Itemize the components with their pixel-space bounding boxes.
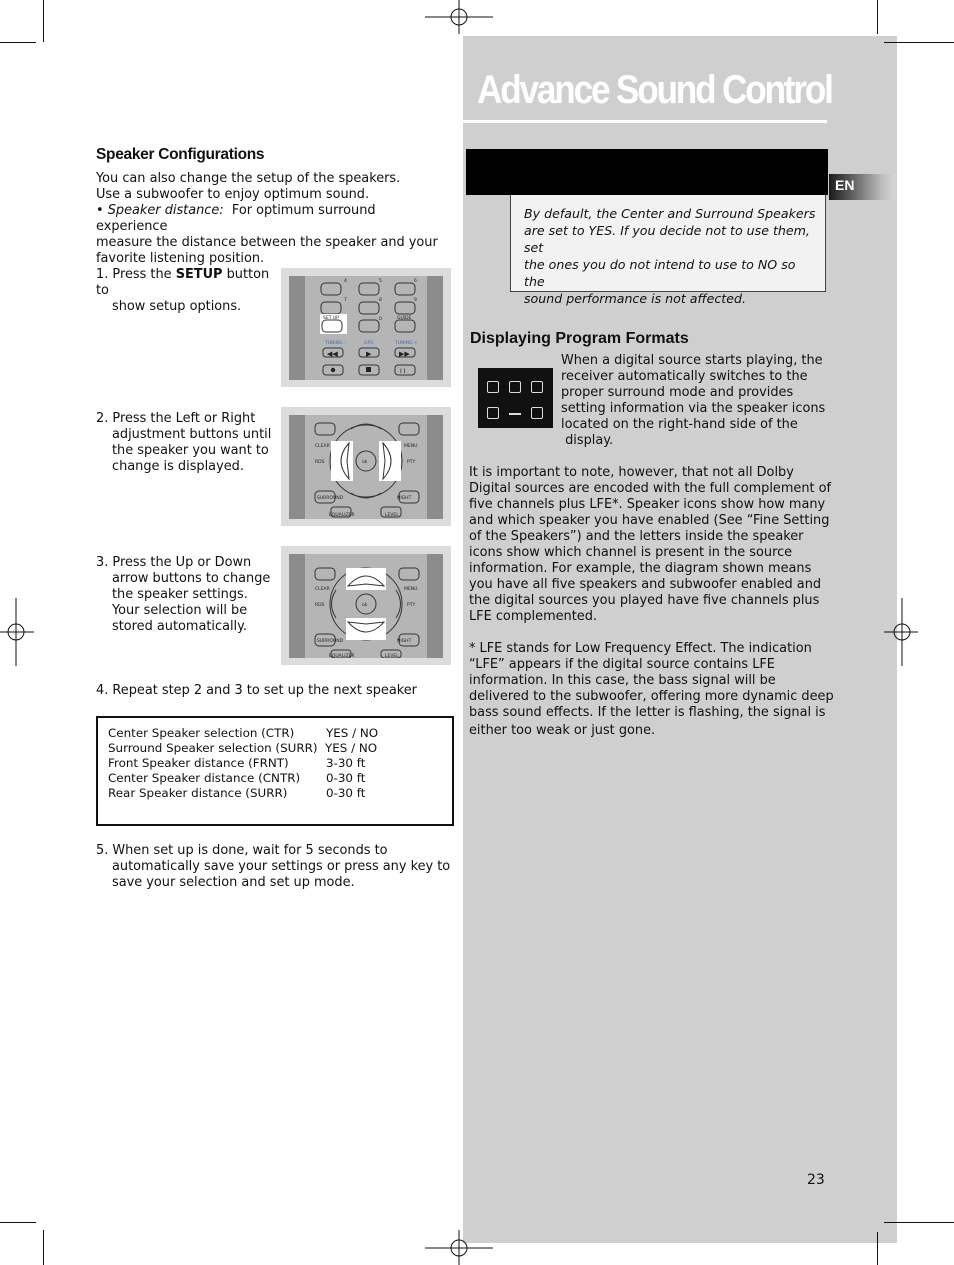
key-label: SURROUND: [317, 639, 344, 644]
table-label: Front Speaker distance (FRNT): [108, 756, 289, 770]
key-label: TUNING +: [395, 341, 418, 346]
table-value: 0-30 ft: [326, 771, 366, 785]
paragraph-line: information. In this case, the bass signal will be: [469, 673, 776, 688]
intro-paragraph: [96, 171, 446, 267]
key-label: MENU: [404, 587, 418, 592]
rewind-icon: ◀◀: [327, 350, 338, 358]
table-value: 3-30 ft: [326, 756, 366, 770]
key-label: SURROUND: [317, 496, 344, 501]
key-label: PTY: [407, 460, 416, 465]
speaker-display-image: [478, 368, 553, 428]
crop-mark: [877, 0, 878, 34]
step-1-prefix: 1. Press the: [96, 267, 172, 282]
key-label: 4: [344, 279, 347, 284]
key-label: PTY: [407, 603, 416, 608]
remote-navigation-drawing-2: [289, 554, 443, 658]
step-2-line: the speaker you want to: [112, 443, 269, 458]
key-label: RDS: [315, 460, 325, 465]
paragraph-line: proper surround mode and provides: [561, 385, 794, 400]
key-label: NIGHT: [397, 639, 412, 644]
key-label: CLEAR: [315, 444, 330, 449]
crop-mark: [884, 42, 954, 43]
clear-key[interactable]: [315, 423, 335, 435]
step-3-line: arrow buttons to change: [112, 571, 271, 586]
page-number: 23: [807, 1172, 825, 1188]
key-label: 9: [414, 298, 417, 303]
crop-mark: [884, 1222, 954, 1223]
key-8[interactable]: [359, 302, 379, 314]
step-5-line: automatically save your settings or press any key to: [112, 859, 451, 874]
table-label: Rear Speaker distance (SURR): [108, 786, 288, 800]
key-6[interactable]: [395, 283, 415, 295]
paragraph-line: delivered to the subwoofer, offering more dynamic deep: [469, 689, 834, 704]
paragraph-line: information. For example, the diagram shown means: [469, 561, 812, 576]
bullet-text: For optimum surround experience: [96, 203, 376, 234]
step-2-line: change is displayed.: [112, 459, 244, 474]
intro-line: You can also change the setup of the speakers.: [96, 171, 401, 186]
paragraph-line: “LFE” appears if the digital source contains LFE: [469, 657, 775, 672]
step-5-line: save your selection and set up mode.: [112, 875, 355, 890]
step-2-line: 2. Press the Left or Right: [96, 411, 256, 426]
guide-key[interactable]: [395, 320, 415, 332]
table-label: Center Speaker selection (CTR): [108, 726, 295, 740]
intro-line: Use a subwoofer to enjoy optimum sound.: [96, 187, 370, 202]
step-3-line: stored automatically.: [112, 619, 248, 634]
up-key-highlight: [346, 568, 386, 590]
paragraph-line: receiver automatically switches to the: [561, 369, 808, 384]
registration-mark-right: [884, 598, 918, 668]
displaying-program-formats-heading: Displaying Program Formats: [470, 330, 689, 347]
table-label: Surround Speaker selection (SURR): [108, 741, 318, 755]
speaker-icon: [531, 407, 543, 419]
paragraph-line: * LFE stands for Low Frequency Effect. The indication: [469, 641, 812, 656]
right-key-highlight: [379, 441, 401, 481]
step-1-line: [96, 267, 286, 299]
paragraph-line: located on the right-hand side of the: [561, 417, 798, 432]
step-2-line: adjustment buttons until: [112, 427, 272, 442]
paragraph-line: It is important to note, however, that not all Dolby: [469, 465, 794, 480]
key-label: RDS: [315, 603, 325, 608]
step-4: 4. Repeat step 2 and 3 to set up the next speaker: [96, 683, 417, 698]
right-arrow-icon[interactable]: [396, 590, 401, 618]
key-label: NIGHT: [397, 496, 412, 501]
table-value: YES / NO: [325, 741, 378, 755]
section-header-bar: [466, 149, 828, 195]
step-2: [96, 411, 281, 475]
key-label: ok: [362, 460, 368, 465]
key-label: EQUALIZER: [329, 654, 355, 658]
key-4[interactable]: [321, 283, 341, 295]
key-label: 8: [379, 298, 382, 303]
pause-icon: I I: [400, 368, 406, 375]
step-3-line: Your selection will be: [112, 603, 248, 618]
paragraph-line: bass sound effects. If the letter is flashing, the signal is: [469, 705, 826, 720]
key-9[interactable]: [395, 302, 415, 314]
speaker-configurations-heading: Speaker Configurations: [96, 146, 265, 163]
note-line: the ones you do not intend to use to NO so the: [524, 257, 796, 289]
key-0[interactable]: [359, 320, 379, 332]
table-value: 0-30 ft: [326, 786, 366, 800]
key-label: MENU: [404, 444, 418, 449]
bullet-line: [96, 203, 446, 235]
paragraph-line: Digital sources are encoded with the full complement of: [469, 481, 832, 496]
table-value: YES / NO: [326, 726, 379, 740]
key-label: TUNING -: [325, 341, 346, 346]
program-formats-paragraph-2: [469, 465, 839, 625]
key-label: GPS: [364, 341, 374, 346]
menu-key[interactable]: [399, 568, 419, 580]
paragraph-line: setting information via the speaker icons: [561, 401, 826, 416]
key-label: LEVEL: [385, 654, 399, 658]
paragraph-line: you have all five speakers and subwoofer enabled and: [469, 577, 822, 592]
key-label: 7: [344, 298, 347, 303]
key-7[interactable]: [321, 302, 341, 314]
registration-mark-top: [425, 0, 495, 36]
crop-mark: [877, 1232, 878, 1265]
left-key-highlight: [331, 441, 353, 481]
registration-mark-bottom: [425, 1230, 495, 1265]
paragraph-line: the digital sources you played have five channels plus: [469, 593, 820, 608]
table-label: Center Speaker distance (CNTR): [108, 771, 301, 785]
step-1-suffix: button to: [96, 267, 270, 298]
down-key-highlight: [346, 618, 386, 640]
step-3: [96, 555, 281, 635]
key-label: 0: [379, 317, 382, 322]
key-5[interactable]: [359, 283, 379, 295]
play-icon: ▶: [366, 350, 372, 358]
stop-icon: [366, 367, 371, 372]
key-label: SET UP: [323, 316, 339, 321]
crop-mark: [0, 42, 36, 43]
remote-keypad-drawing: [289, 276, 443, 380]
note-line: are set to YES. If you decide not to use them, set: [524, 223, 810, 255]
paragraph-line: LFE complemented.: [469, 609, 597, 624]
step-3-line: the speaker settings.: [112, 587, 248, 602]
paragraph-line: five channels plus LFE*. Speaker icons show how many: [469, 497, 826, 512]
speaker-icon: [531, 381, 543, 393]
key-label: CLEAR: [315, 587, 330, 592]
step-3-line: 3. Press the Up or Down: [96, 555, 252, 570]
program-formats-paragraph-1: [561, 353, 831, 449]
key-label: EQUALIZER: [329, 513, 355, 518]
setup-key-label: SETUP: [175, 267, 223, 282]
bullet-label: • Speaker distance:: [96, 203, 224, 218]
paragraph-line: and which speaker you have enabled (See “Fine Setting: [469, 513, 830, 528]
subwoofer-icon: [509, 413, 521, 415]
key-label: 6: [414, 279, 417, 284]
clear-key[interactable]: [315, 568, 335, 580]
record-icon: [331, 368, 335, 372]
note-text: [524, 205, 820, 307]
key-label: LEVEL: [385, 513, 399, 518]
crop-mark: [0, 1222, 36, 1223]
forward-icon: ▶▶: [399, 350, 410, 358]
paragraph-line: display.: [561, 433, 614, 448]
key-label: ok: [362, 603, 368, 608]
crop-mark: [43, 1230, 44, 1265]
remote-navigation-drawing: [289, 415, 443, 519]
paragraph-line: either too weak or just gone.: [469, 723, 656, 738]
note-line: By default, the Center and Surround Speakers: [524, 206, 816, 221]
bullet-text: favorite listening position.: [96, 251, 265, 266]
speaker-icon: [487, 407, 499, 419]
note-line: sound performance is not affected.: [524, 291, 746, 306]
page-title: Advance Sound Control: [477, 68, 832, 112]
speaker-icon: [487, 381, 499, 393]
menu-key[interactable]: [399, 423, 419, 435]
paragraph-line: of the Speakers”) and the letters inside the speaker: [469, 529, 804, 544]
step-5: [96, 843, 456, 891]
step-1-line: show setup options.: [112, 299, 242, 314]
speaker-icon: [509, 381, 521, 393]
step-1: [96, 267, 286, 315]
key-label: 5: [379, 279, 382, 284]
language-tab-label: EN: [835, 177, 855, 193]
title-underline: [463, 120, 827, 123]
crop-mark: [43, 0, 44, 42]
registration-mark-left: [0, 598, 34, 668]
key-label: GUIDE: [397, 316, 412, 321]
step-5-line: 5. When set up is done, wait for 5 seconds to: [96, 843, 388, 858]
lfe-footnote: [469, 641, 839, 739]
paragraph-line: icons show which channel is present in the source: [469, 545, 793, 560]
paragraph-line: When a digital source starts playing, the: [561, 353, 823, 368]
left-arrow-icon[interactable]: [332, 590, 337, 618]
bullet-text: measure the distance between the speaker and your: [96, 235, 438, 250]
